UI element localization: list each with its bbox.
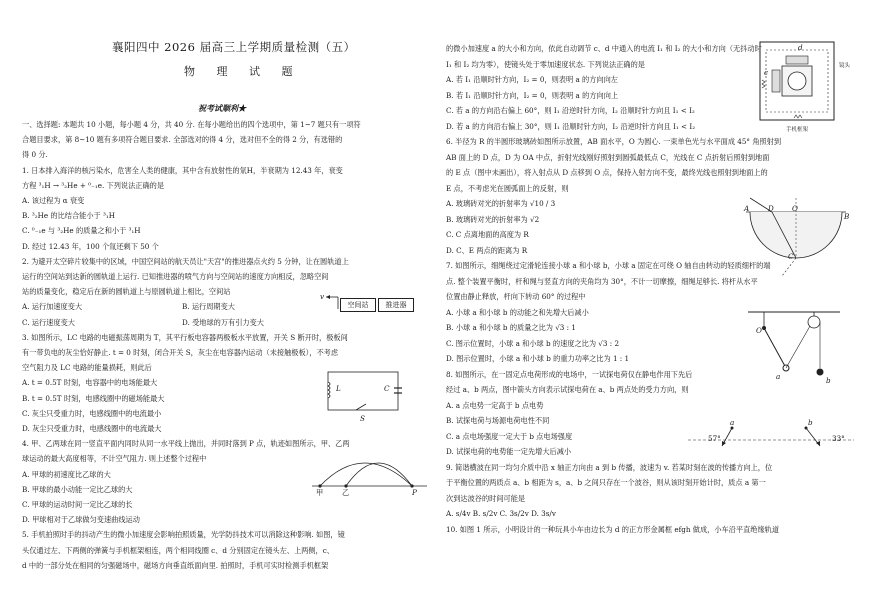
charge-label-a: a (730, 418, 735, 427)
text-line: A. s/4v B. s/2v C. 3s/2v D. 3s/v (446, 509, 556, 518)
text-line: B. 运行周期变大 (182, 302, 235, 312)
camera-label-lens: 镜头 (839, 63, 851, 69)
text-line: A. 若 I₁ 沿顺时针方向，I₂ = 0，则表明 a 的方向向左 (446, 75, 618, 84)
text-line: 5. 手机拍照时手的抖动产生的微小加速度会影响拍照质量，光学防抖技术可以消除这种影响. 如图，镜 (22, 530, 345, 540)
text-line: B. 玻璃砖对光的折射率为 √2 (446, 214, 540, 224)
text-line: A. 玻璃砖对光的折射率为 √10 / 3 (446, 199, 556, 208)
text-line: A. t = 0.5T 时刻，电容器中的电场能最大 (22, 378, 158, 388)
velocity-label: v (320, 292, 325, 301)
text-line: 得 0 分. (22, 150, 48, 160)
camera-figure (758, 40, 838, 126)
text-line: D. 经过 12.43 年，100 个氚还剩下 50 个 (22, 241, 159, 251)
text-line: 10. 如图 1 所示，小明设计的一种玩具小车由边长为 d 的正方形金属框 efgh 做成，小车沿平直绝缘轨道 (446, 524, 780, 534)
text-line: 于平衡位置的两质点 a、b 相距为 s，a、b 之间只存在一个波谷，则从该时刻开始计时，质点 a 第一 (446, 478, 766, 487)
text-line: A. 运行加速度变大 (22, 302, 83, 312)
text-line: D. 图示位置时，小球 a 和小球 b 的重力功率之比为 1 : 1 (446, 354, 630, 363)
text-line: 点. 整个装置平衡时，杆和绳与竖直方向的夹角均为 30°，不计一切摩擦，细绳足够长. 将杆从水平 (446, 276, 758, 286)
text-line: C. 若 a 的方向沿右偏上 60°，则 I₁ 沿逆时针方向，I₂ 沿顺时针方向且 I₁ < I₂ (446, 106, 695, 115)
text-line: 头仅通过左、下两侧的弹簧与手机框架相连，两个相同线圈 c、d 分别固定在镜头左、上两侧，c、 (22, 545, 334, 555)
semi-label-c: C (788, 252, 794, 261)
camera-label-d: d (798, 43, 803, 52)
text-line: B. 试探电荷与场源电荷电性不同 (446, 416, 550, 425)
text-line: D. 受地球的万有引力变大 (182, 317, 264, 327)
text-line: 空气阻力及 LC 电路的能量损耗，则此后 (22, 363, 152, 373)
space-station-box: 空间站 (340, 298, 376, 312)
text-line: D. 若 a 的方向沿右偏上 30°，则 I₁ 沿顺时针方向，I₂ 沿逆时针方向且 I₁ < I₂ (446, 121, 696, 131)
text-line: 球运动的最大高度相等，不计空气阻力. 则上述整个过程中 (22, 454, 207, 464)
text-line: 合题目要求，第 8~10 题有多项符合题目要求. 全部选对的得 4 分，选对但不全的得 2 分，有选错的 (22, 135, 343, 145)
text-line: AB 面上的 D 点，D 为 OA 中点，折射光线刚好照射到圆弧最低点 C，光线在 C 点折射后照射到地面 (446, 152, 770, 162)
charge-figure (686, 412, 856, 452)
text-line: C. a 点电场强度一定大于 b 点电场强度 (446, 431, 573, 441)
text-line: 2. 为避开太空碎片较集中的区域，中国空间站的航天员让"天宫"的推进器点火约 5 分钟，让在圆轨道上 (22, 256, 349, 266)
text-line: A. 甲球的初速度比乙球的大 (22, 469, 111, 479)
semi-label-o: O (792, 204, 798, 213)
text-line: 有一带负电的灰尘恰好静止. t = 0 时刻，闭合开关 S，灰尘在电容器内运动（未接触极板），不考虑 (22, 348, 339, 357)
text-line: A. 该过程为 α 衰变 (22, 196, 85, 205)
text-line: D. C、E 两点的距离为 R (446, 245, 528, 255)
text-line: B. 小球 a 和小球 b 的质量之比为 √3 : 1 (446, 323, 576, 332)
text-line: 经过 a、b 两点，图中箭头方向表示试探电荷在 a、b 两点处的受力方向，则 (446, 385, 689, 394)
semi-label-d: D (768, 204, 774, 213)
text-line: D. 灰尘只受重力时，电感线圈中的电流最大 (22, 424, 162, 433)
notice: 祝考试顺利★ (198, 103, 246, 113)
text-line: 7. 如图所示，细绳绕过定滑轮连接小球 a 和小球 b，小球 a 固定在可绕 O 轴自由转动的轻质细杆的端 (446, 261, 771, 270)
text-line: 位置由静止释放，杆向下转动 60° 的过程中 (446, 292, 586, 301)
text-line: C. 甲球的运动时间一定比乙球的长 (22, 500, 133, 509)
thruster-box: 推进器 (378, 298, 414, 312)
text-line: 的 E 点（图中未画出），将入射点从 D 点移到 O 点，保持入射方向不变，最终光线也照射到地面上的 (446, 168, 768, 177)
text-line: C. 图示位置时，小球 a 和小球 b 的速度之比为 √3 : 2 (446, 338, 620, 348)
semi-label-a: A (744, 204, 750, 213)
text-line: 1. 日本排入海洋的核污染水，危害全人类的健康，其中含有放射性的氚H，半衰期为 12.43 年，衰变 (22, 165, 343, 175)
text-line: C. 灰尘只受重力时，电感线圈中的电流最小 (22, 408, 162, 418)
text-line: d 中的一部分处在相同的匀强磁场中，磁场方向垂直纸面向里. 拍照时，手机可实时检测手机框架 (22, 560, 329, 570)
text-line: E 点，不考虑光在圆弧面上的反射，则 (446, 183, 569, 193)
text-line: B. ³₂He 的比结合能小于 ³₁H (22, 211, 116, 221)
text-line: D. 甲球相对于乙球做匀变速曲线运动 (22, 515, 140, 525)
text-line: 的微小加速度 a 的大小和方向，依此自动调节 c、d 中通入的电流 I₁ 和 I₂ 的大小和方向（无抖动时 (446, 44, 762, 53)
text-line: B. 若 I₁ 沿顺时针方向，I₂ = 0，则表明 a 的方向向上 (446, 90, 619, 100)
page-title: 襄阳四中 2026 届高三上学期质量检测（五） (112, 40, 356, 54)
text-line: B. t = 0.5T 时刻，电感线圈中的磁场能最大 (22, 393, 165, 403)
semi-label-b: B (844, 212, 850, 221)
semicircle-figure (742, 198, 854, 278)
pulley-label-b: b (826, 376, 831, 385)
traj-label-yi: 乙 (342, 488, 350, 497)
text-line: 4. 甲、乙两球在同一竖直平面内同时从同一水平线上抛出，并同时落到 P 点，轨迹如图所示，甲、乙两 (22, 439, 350, 449)
text-line: 站的质量变化，稳定后在新的圆轨道上与原圆轨道上相比，空间站 (22, 287, 231, 297)
text-line: 8. 如图所示，在一固定点电荷形成的电场中，一试探电荷仅在静电作用下先后 (446, 369, 693, 379)
inductor-label: L (336, 384, 341, 393)
pulley-label-a: a (776, 372, 781, 381)
page-subtitle: 物 理 试 题 (184, 65, 302, 78)
text-line: 3. 如图所示，LC 电路的电磁振荡周期为 T，其平行板电容器两极板水平放置，开关 S 断开时，极板间 (22, 332, 348, 342)
traj-label-jia: 甲 (316, 488, 324, 497)
switch-label: S (360, 414, 365, 423)
camera-label-frame: 手机框架 (786, 127, 809, 133)
charge-label-b: b (808, 418, 813, 427)
lc-circuit-figure (320, 368, 410, 418)
charge-angle-33: 33° (832, 434, 845, 443)
text-line: A. a 点电势一定高于 b 点电势 (446, 400, 544, 410)
text-line: D. 试探电荷的电势能一定先增大后减小 (446, 447, 572, 456)
text-line: C. ⁰₋₁e 与 ³₂He 的质量之和小于 ³₁H (22, 226, 141, 236)
camera-label-c: c (764, 68, 769, 77)
traj-label-p: P (412, 488, 417, 497)
text-line: A. 小球 a 和小球 b 的动能之和先增大后减小 (446, 307, 589, 317)
text-line: 6. 半径为 R 的半圆形玻璃砖如图所示放置，AB 面水平，O 为圆心. 一束单色光与水平面成 45° 角照射到 (446, 137, 782, 146)
capacitor-label: C (384, 384, 390, 393)
text-line: 运行的空间站到达新的圆轨道上运行. 已知推进器的喷气方向与空间站的速度方向相反，忽略空间 (22, 272, 329, 281)
pulley-label-o: O (756, 326, 762, 335)
text-line: 次到达波谷的时间可能是 (446, 493, 526, 503)
text-line: C. 运行速度变大 (22, 317, 75, 327)
text-line: 一、选择题: 本题共 10 小题，每小题 4 分，共 40 分. 在每小题给出的四个选项中，第 1~7 题只有一项符 (22, 120, 361, 129)
text-line: I₁ 和 I₂ 均为零），使镜头处于零加速度状态. 下列说法正确的是 (446, 59, 645, 69)
charge-angle-57: 57° (708, 434, 721, 443)
text-line: C. C 点离地面的高度为 R (446, 230, 529, 239)
text-line: 方程 ³₁H → ³₂He + ⁰₋₁e. 下列说法正确的是 (22, 180, 165, 190)
text-line: B. 甲球的最小动能一定比乙球的大 (22, 484, 133, 494)
text-line: 9. 简谐横波在同一均匀介质中沿 x 轴正方向由 a 到 b 传播，波速为 v. 若某时刻在波的传播方向上，位 (446, 462, 773, 472)
